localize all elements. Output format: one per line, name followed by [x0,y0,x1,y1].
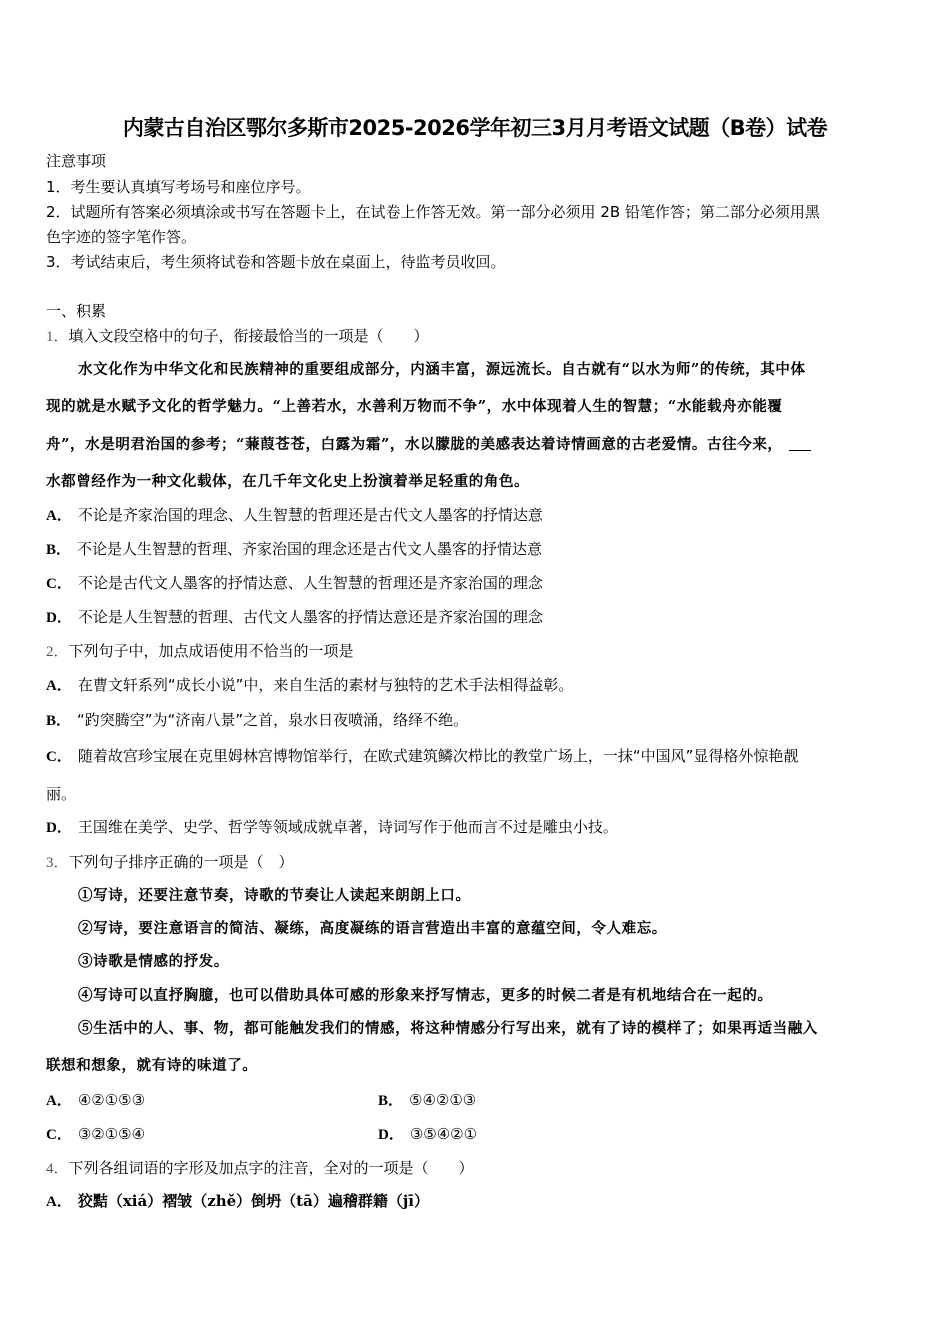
q2-option-c-cont: 丽。 [46,785,77,803]
q3-sentence-5: ⑤生活中的人、事、物，都可能触发我们的情感，将这种情感分行写出来，就有了诗的模样了；如果再适当融入 [78,1020,818,1037]
option-text: ⑤④②①③ [409,1091,477,1109]
notice-item-1: 1．考生要认真填写考场号和座位序号。 [46,178,311,196]
question-number: 4． [46,1161,69,1177]
q3-option-d [378,1125,477,1144]
option-text: 随着故宫珍宝展在克里姆林宫博物馆举行，在欧式建筑鳞次栉比的教堂广场上，一抹“中国风”显得格外惊艳靓 [77,747,799,765]
question-3 [46,853,294,872]
question-1 [46,327,429,346]
option-letter: A． [46,1194,72,1210]
notice-heading: 注意事项 [46,152,107,170]
passage-line-3-text: 舟”，水是明君治国的参考；“蒹葭苍苍，白露为霜”，水以朦胧的美感表达着诗情画意的古老爱情。古往今来， [46,436,783,453]
section-heading: 一、积累 [46,302,107,320]
option-letter: A． [46,508,72,524]
option-text: 王国维在美学、史学、哲学等领域成就卓著，诗词写作于他而言不过是雕虫小技。 [77,818,618,836]
q1-option-d [46,608,543,627]
q3-sentence-3: ③诗歌是情感的抒发。 [78,953,229,970]
q2-option-c [46,747,798,766]
notice-item-3: 3．考试结束后，考生须将试卷和答题卡放在桌面上，待监考员收回。 [46,253,506,271]
option-text: 狡黠（xiá）褶皱（zhě）倒坍（tā）遍稽群籍（jī） [77,1192,429,1210]
question-stem: 下列句子排序正确的一项是（ ） [68,853,294,871]
question-4 [46,1159,474,1178]
question-2 [46,642,354,661]
notice-item-2: 2．试题所有答案必须填涂或书写在答题卡上，在试卷上作答无效。第一部分必须用 2B 铅笔作答；第二部分必须用黑 [46,203,820,221]
option-text: ③⑤④②① [409,1125,478,1143]
passage-line-1: 水文化作为中华文化和民族精神的重要组成部分，内涵丰富，源远流长。自古就有“以水为师”的传统，其中体 [78,361,806,378]
q3-option-c [46,1125,145,1144]
question-number: 3． [46,855,69,871]
question-stem: 填入文段空格中的句子，衔接最恰当的一项是（ ） [68,327,429,345]
option-letter: C． [46,576,72,592]
question-stem: 下列各组词语的字形及加点字的注音，全对的一项是（ ） [68,1159,474,1177]
q3-sentence-4: ④写诗可以直抒胸臆，也可以借助具体可感的形象来抒写情志，更多的时候二者是有机地结合在一起的。 [78,987,773,1004]
question-number: 2． [46,644,69,660]
notice-item-2-cont: 色字迹的签字笔作答。 [46,228,197,246]
option-letter: C． [46,1127,72,1143]
q1-option-b [46,540,542,559]
option-text: 在曹文轩系列“成长小说”中，来自生活的素材与独特的艺术手法相得益彰。 [77,676,574,694]
fill-blank [789,440,811,451]
option-text: ④②①⑤③ [77,1091,146,1109]
option-text: “趵突腾空”为“济南八景”之首，泉水日夜喷涌，络绎不绝。 [77,711,469,729]
q3-sentence-1: ①写诗，还要注意节奏，诗歌的节奏让人读起来朗朗上口。 [78,887,471,904]
passage-line-2: 现的就是水赋予文化的哲学魅力。“上善若水，水善利万物而不争”，水中体现着人生的智慧；“水能载舟亦能覆 [46,398,783,415]
q2-option-a [46,676,573,695]
q1-option-c [46,574,543,593]
option-letter: D． [46,820,72,836]
option-text: 不论是人生智慧的哲理、古代文人墨客的抒情达意还是齐家治国的理念 [77,608,543,626]
option-text: 不论是齐家治国的理念、人生智慧的哲理还是古代文人墨客的抒情达意 [77,506,543,524]
q3-option-a [46,1091,145,1110]
option-letter: B． [46,542,72,558]
option-letter: D． [378,1127,404,1143]
option-text: ③②①⑤④ [77,1125,146,1143]
passage-line-4: 水都曾经作为一种文化载体，在几千年文化史上扮演着举足轻重的角色。 [46,473,530,490]
passage-line-3 [46,436,811,454]
q3-sentence-2: ②写诗，要注意语言的简洁、凝练，高度凝练的语言营造出丰富的意蕴空间，令人难忘。 [78,920,667,937]
option-letter: A． [46,1093,72,1109]
option-letter: D． [46,610,72,626]
option-letter: B． [46,713,72,729]
q2-option-d [46,818,618,837]
option-text: 不论是人生智慧的哲理、齐家治国的理念还是古代文人墨客的抒情达意 [77,540,543,558]
option-text: 不论是古代文人墨客的抒情达意、人生智慧的哲理还是齐家治国的理念 [77,574,543,592]
option-letter: B． [378,1093,404,1109]
question-number: 1． [46,329,69,345]
q4-option-a [46,1192,429,1211]
q1-option-a [46,506,543,525]
option-letter: A． [46,678,72,694]
page-title: 内蒙古自治区鄂尔多斯市2025-2026学年初三3月月考语文试题（B卷）试卷 [122,116,828,140]
q2-option-b [46,711,468,730]
option-letter: C． [46,749,72,765]
q3-sentence-5-cont: 联想和想象，就有诗的味道了。 [46,1057,258,1074]
question-stem: 下列句子中，加点成语使用不恰当的一项是 [68,642,354,660]
q3-option-b [378,1091,476,1110]
